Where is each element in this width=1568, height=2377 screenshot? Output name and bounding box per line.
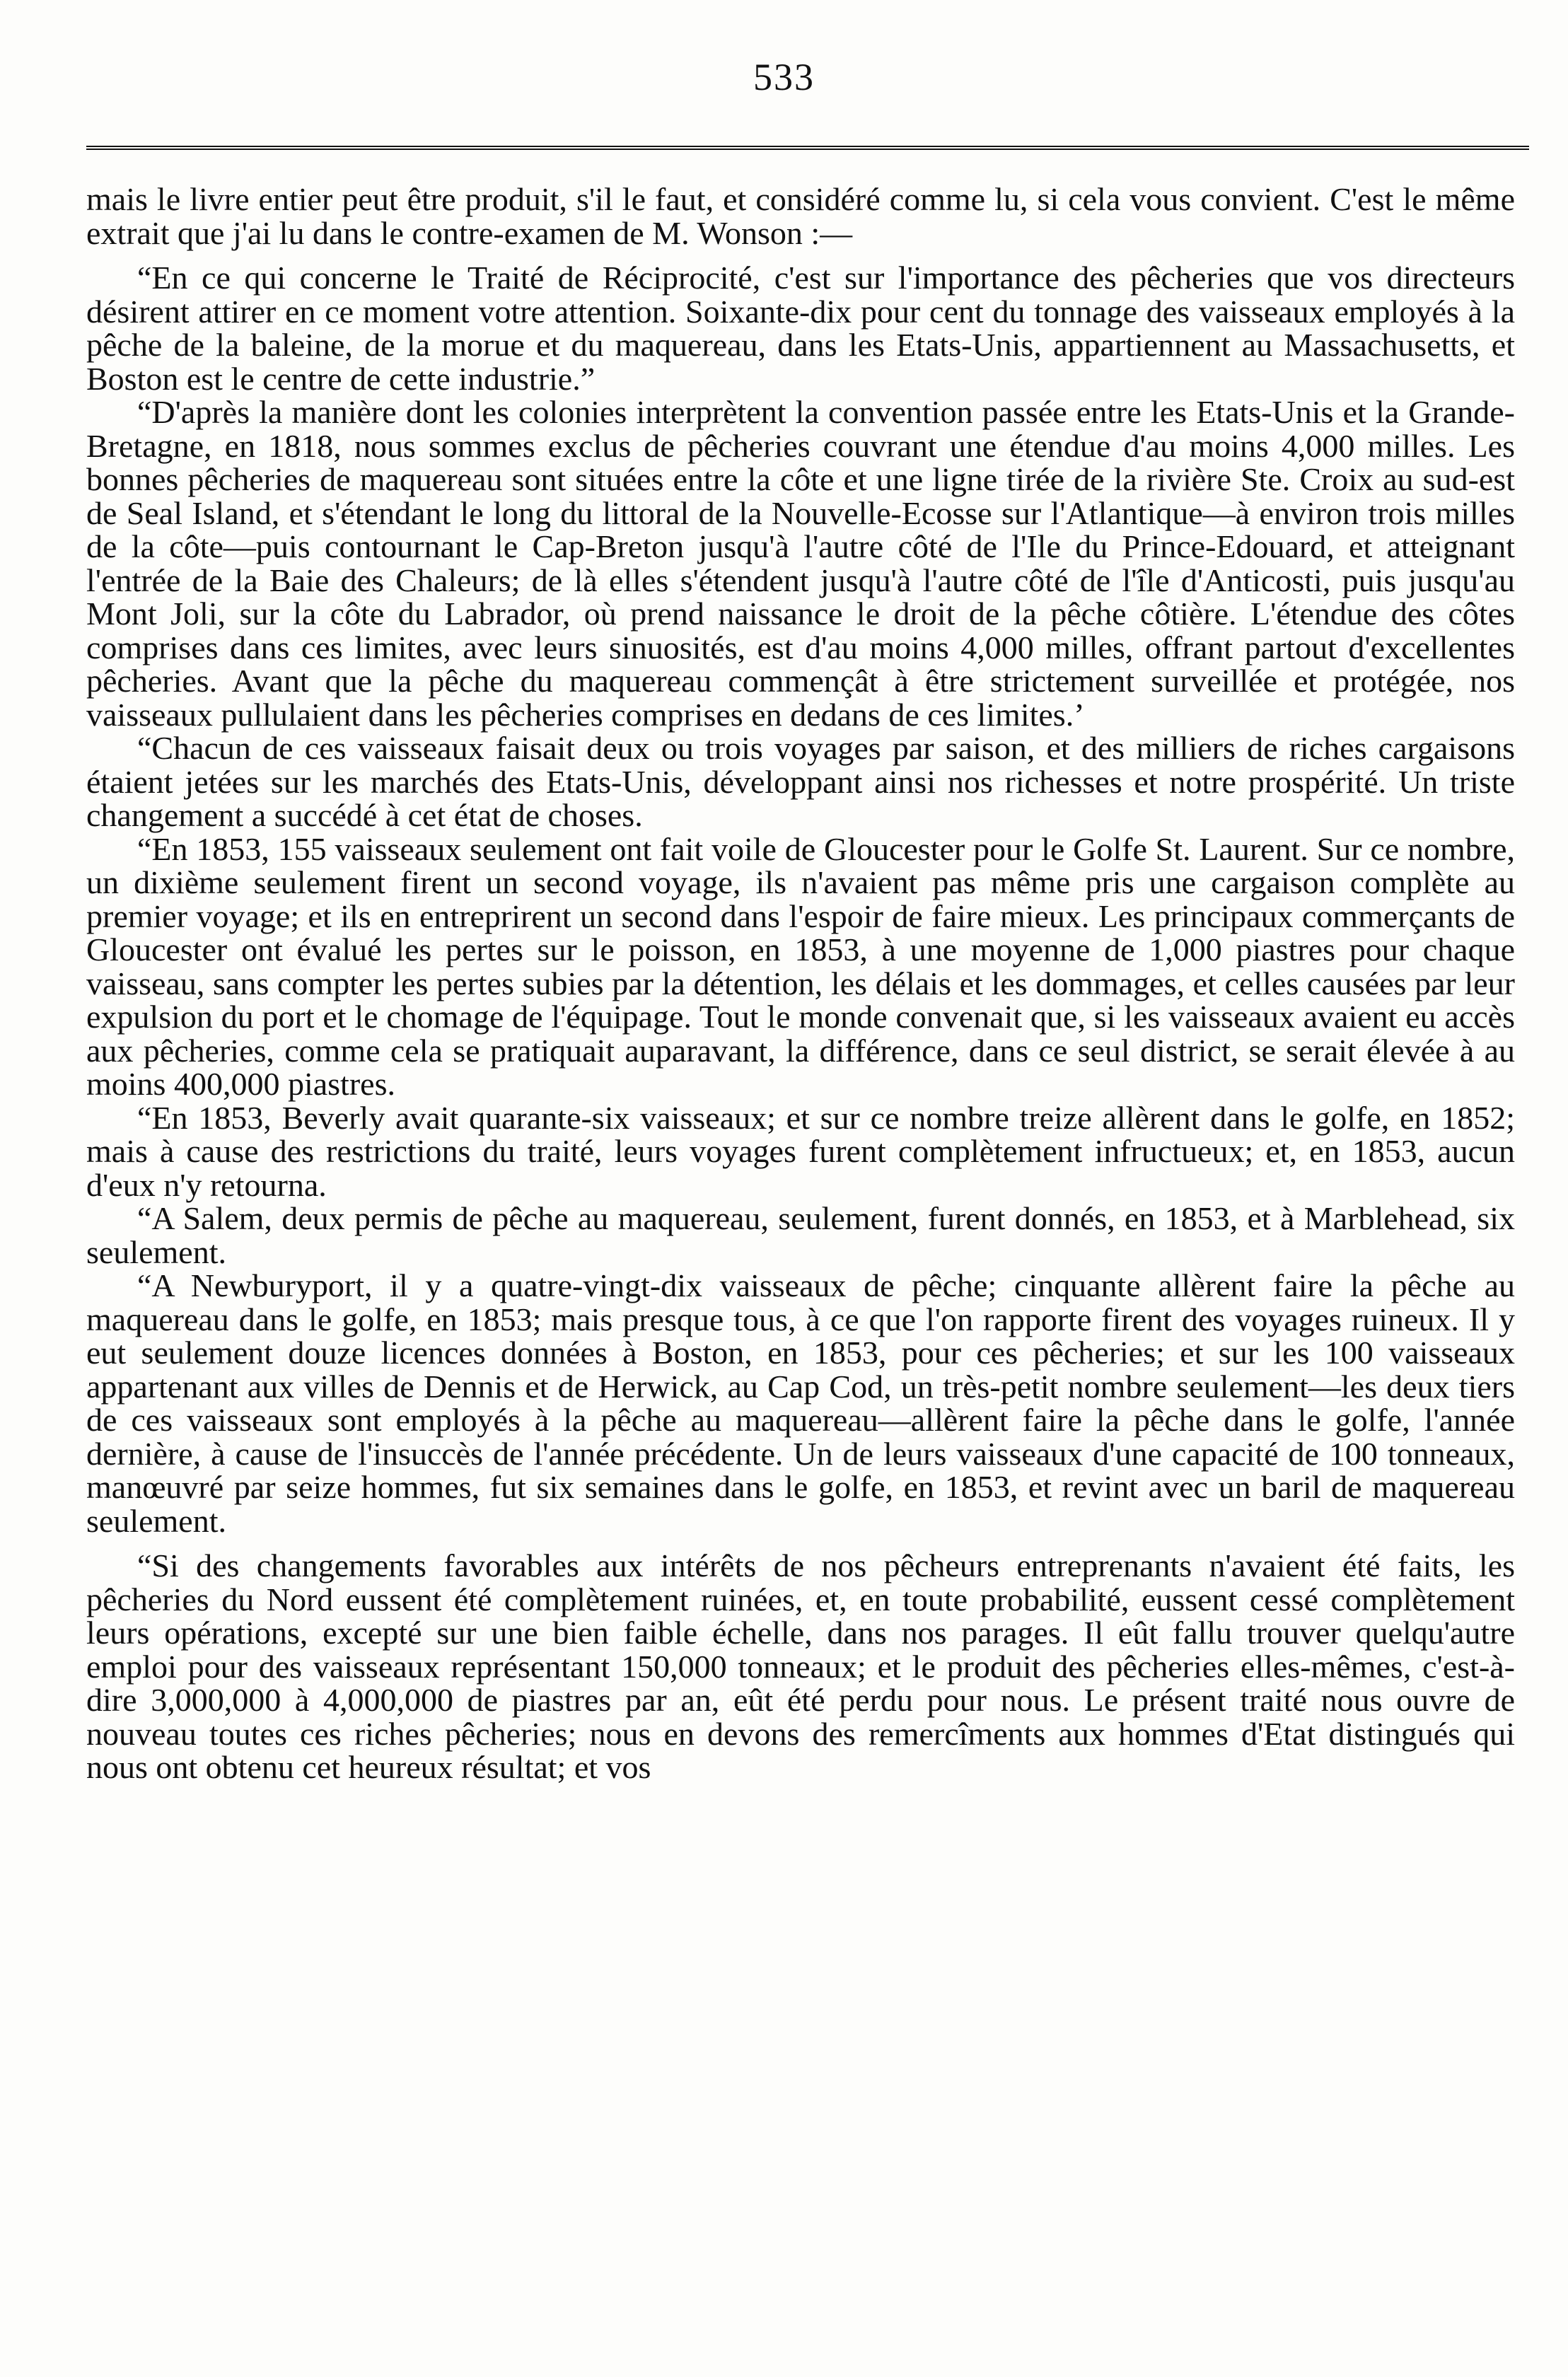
paragraph: “En 1853, Beverly avait quarante-six vaisseaux; et sur ce nombre treize allèrent dans le golfe, en 1852; mais à cause des restrictions du traité, leurs voyages furent complètement infructueux; et, en 1853, aucun d'eux n'y retourna.	[86, 1099, 1515, 1203]
paragraph: “A Newburyport, il y a quatre-vingt-dix vaisseaux de pêche; cinquante allèrent faire la pêche au maquereau dans le golfe, en 1853; mais presque tous, à ce que l'on rapporte firent des voyages ruineux. Il y eut seulement douze licences données à Boston, en 1853, pour ces pêcheries; et sur les 100 vaisseaux appartenant aux villes de Dennis et de Herwick, au Cap Cod, un très-petit nombre seulement—les deux tiers de ces vaisseaux sont employés à la pêche au maquereau—allèrent faire la pêche dans le golfe, l'année dernière, à cause de l'insuccès de l'année précédente. Un de leurs vaisseaux d'une capacité de 100 tonneaux, manœuvré par seize hommes, fut six semaines dans le golfe, en 1853, et revint avec un baril de maquereau seulement.	[86, 1267, 1515, 1539]
paragraph: “En ce qui concerne le Traité de Réciprocité, c'est sur l'importance des pêcheries que vos directeurs désirent attirer en ce moment votre attention. Soixante-dix pour cent du tonnage des vaisseaux employés à la pêche de la baleine, de la morue et du maquereau, dans les Etats-Unis, appartiennent au Massachusetts, et Boston est le centre de cette industrie.”	[86, 260, 1515, 397]
page-number: 533	[753, 56, 815, 98]
paragraph: “A Salem, deux permis de pêche au maquereau, seulement, furent donnés, en 1853, et à Marblehead, six seulement.	[86, 1200, 1515, 1270]
paragraph: “Si des changements favorables aux intérêts de nos pêcheurs entreprenants n'avaient été faits, les pêcheries du Nord eussent été complètement ruinées, et, en toute probabilité, eussent cessé complètement leurs opérations, excepté sur une bien faible échelle, dans nos parages. Il eût fallu trouver quelqu'autre emploi pour des vaisseaux représentant 150,000 tonneaux; et le produit des pêcheries elles-mêmes, c'est-à-dire 3,000,000 à 4,000,000 de piastres par an, eût été perdu pour nous. Le présent traité nous ouvre de nouveau toutes ces riches pêcheries; nous en devons des remercîments aux hommes d'Etat distingués qui nous ont obtenu cet heureux résultat; et vos	[86, 1547, 1515, 1785]
header-rule	[86, 146, 1529, 150]
paragraph: “En 1853, 155 vaisseaux seulement ont fait voile de Gloucester pour le Golfe St. Laurent. Sur ce nombre, un dixième seulement firent un second voyage, ils n'avaient pas même pris une cargaison complète au premier voyage; et ils en entreprirent un second dans l'espoir de faire mieux. Les principaux commerçants de Gloucester ont évalué les pertes sur le poisson, en 1853, à une moyenne de 1,000 piastres pour chaque vaisseau, sans compter les pertes subies par la détention, les délais et les dommages, et celles causées par leur expulsion du port et le chomage de l'équipage. Tout le monde convenait que, si les vaisseaux avaient eu accès aux pêcheries, comme cela se pratiquait auparavant, la différence, dans ce seul district, se serait élevée à au moins 400,000 piastres.	[86, 830, 1515, 1102]
paragraph: “Chacun de ces vaisseaux faisait deux ou trois voyages par saison, et des milliers de riches cargaisons étaient jetées sur les marchés des Etats-Unis, développant ainsi nos richesses et notre prospérité. Un triste changement a succédé à cet état de choses.	[86, 730, 1515, 833]
paragraph: mais le livre entier peut être produit, s'il le faut, et considéré comme lu, si cela vous convient. C'est le même extrait que j'ai lu dans le contre-examen de M. Wonson :—	[86, 181, 1515, 251]
body-text	[86, 182, 1515, 1784]
paragraph: “D'après la manière dont les colonies interprètent la convention passée entre les Etats-Unis et la Grande-Bretagne, en 1818, nous sommes exclus de pêcheries couvrant une étendue d'au moins 4,000 milles. Les bonnes pêcheries de maquereau sont situées entre la côte et une ligne tirée de la rivière Ste. Croix au sud-est de Seal Island, et s'étendant le long du littoral de la Nouvelle-Ecosse sur l'Atlantique—à environ trois milles de la côte—puis contournant le Cap-Breton jusqu'à l'autre côté de l'Ile du Prince-Edouard, et atteignant l'entrée de la Baie des Chaleurs; de là elles s'étendent jusqu'à l'autre côté de l'île d'Anticosti, puis jusqu'au Mont Joli, sur la côte du Labrador, où prend naissance le droit de la pêche côtière. L'étendue des côtes comprises dans ces limites, avec leurs sinuosités, est d'au moins 4,000 milles, offrant partout d'excellentes pêcheries. Avant que la pêche du maquereau commençât à être strictement surveillée et protégée, nos vaisseaux pullulaient dans les pêcheries comprises en dedans de ces limites.’	[86, 394, 1515, 733]
